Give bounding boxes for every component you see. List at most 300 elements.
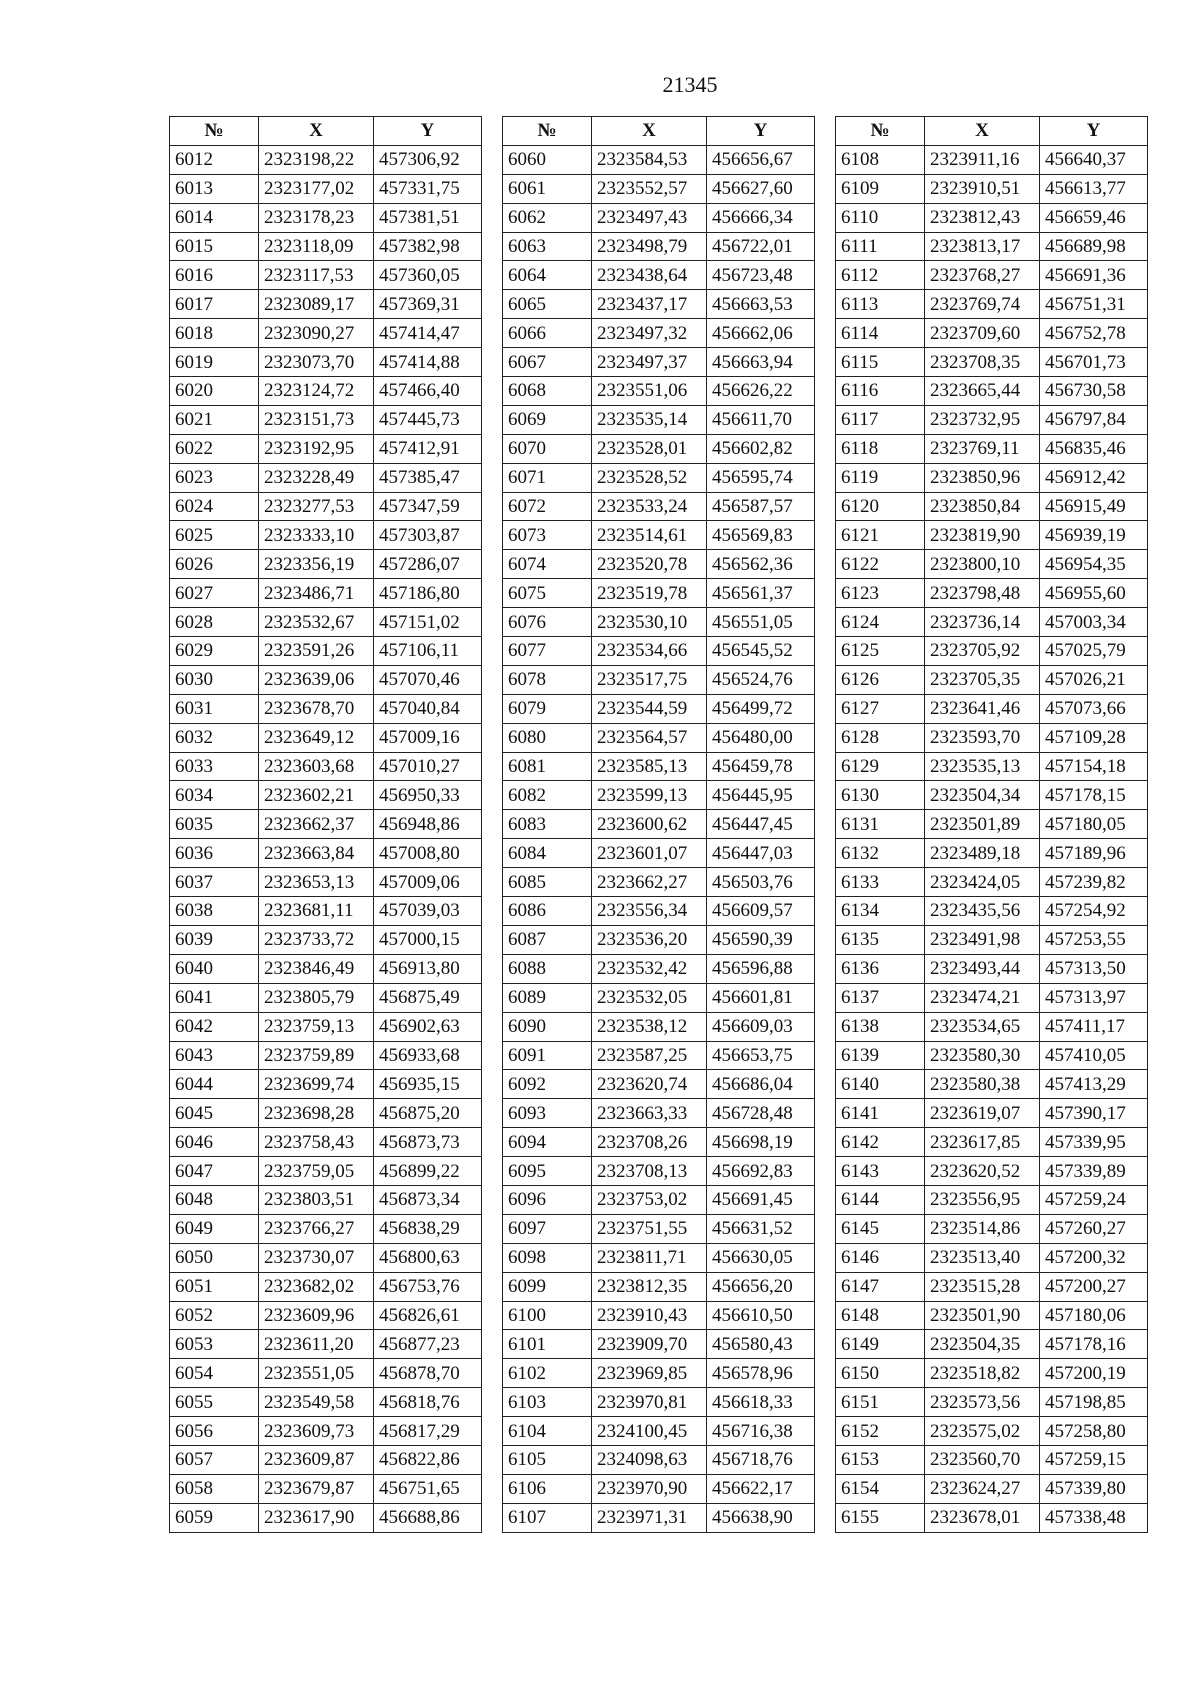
table-row (836, 348, 1148, 377)
y-coordinate-cell: 457009,16 (374, 723, 482, 752)
x-coordinate-cell: 2323513,40 (925, 1243, 1040, 1272)
y-coordinate-cell: 456902,63 (374, 1012, 482, 1041)
point-number-cell: 6061 (503, 174, 592, 203)
y-coordinate-cell: 456873,73 (374, 1128, 482, 1157)
y-coordinate-cell: 456877,23 (374, 1330, 482, 1359)
table-row (170, 983, 482, 1012)
x-coordinate-cell: 2323803,51 (259, 1185, 374, 1214)
y-coordinate-cell: 457410,05 (1040, 1041, 1148, 1070)
y-coordinate-cell: 457414,88 (374, 348, 482, 377)
y-coordinate-cell: 456569,83 (707, 521, 815, 550)
table-row (170, 1445, 482, 1474)
table-row (503, 521, 815, 550)
table-row (503, 897, 815, 926)
x-coordinate-cell: 2323177,02 (259, 174, 374, 203)
table-row (503, 1185, 815, 1214)
x-coordinate-cell: 2323602,21 (259, 781, 374, 810)
x-coordinate-cell: 2323969,85 (592, 1359, 707, 1388)
x-coordinate-cell: 2323665,44 (925, 377, 1040, 406)
page-number: 21345 (662, 72, 718, 97)
point-number-cell: 6095 (503, 1157, 592, 1186)
point-number-cell: 6102 (503, 1359, 592, 1388)
point-number-cell: 6036 (170, 839, 259, 868)
point-number-cell: 6123 (836, 579, 925, 608)
table-row (503, 145, 815, 174)
table-row (836, 954, 1148, 983)
table-row (170, 232, 482, 261)
point-number-cell: 6111 (836, 232, 925, 261)
x-coordinate-cell: 2323497,43 (592, 203, 707, 232)
y-coordinate-cell: 456590,39 (707, 925, 815, 954)
y-coordinate-cell: 456752,78 (1040, 319, 1148, 348)
table-row (170, 579, 482, 608)
table-row (836, 897, 1148, 926)
table-row (503, 694, 815, 723)
x-coordinate-cell: 2323438,64 (592, 261, 707, 290)
y-coordinate-cell: 456701,73 (1040, 348, 1148, 377)
point-number-cell: 6155 (836, 1503, 925, 1532)
table-row (836, 1359, 1148, 1388)
point-number-cell: 6114 (836, 319, 925, 348)
point-number-cell: 6066 (503, 319, 592, 348)
y-coordinate-cell: 457200,27 (1040, 1272, 1148, 1301)
table-row (170, 1041, 482, 1070)
y-coordinate-cell: 456596,88 (707, 954, 815, 983)
table-header-row (170, 117, 482, 146)
table-row (836, 377, 1148, 406)
table-row (503, 781, 815, 810)
x-coordinate-cell: 2323679,87 (259, 1474, 374, 1503)
y-coordinate-cell: 457411,17 (1040, 1012, 1148, 1041)
y-coordinate-cell: 457253,55 (1040, 925, 1148, 954)
x-coordinate-cell: 2323678,01 (925, 1503, 1040, 1532)
table-row (836, 550, 1148, 579)
table-row (503, 983, 815, 1012)
y-coordinate-cell: 456838,29 (374, 1214, 482, 1243)
column-header-y: Y (374, 117, 482, 146)
point-number-cell: 6091 (503, 1041, 592, 1070)
y-coordinate-cell: 457178,16 (1040, 1330, 1148, 1359)
point-number-cell: 6012 (170, 145, 259, 174)
point-number-cell: 6144 (836, 1185, 925, 1214)
point-number-cell: 6122 (836, 550, 925, 579)
table-row (503, 723, 815, 752)
point-number-cell: 6014 (170, 203, 259, 232)
point-number-cell: 6032 (170, 723, 259, 752)
coordinates-table-1 (169, 116, 482, 1533)
point-number-cell: 6068 (503, 377, 592, 406)
table-row (170, 1012, 482, 1041)
point-number-cell: 6035 (170, 810, 259, 839)
table-row (170, 1417, 482, 1446)
x-coordinate-cell: 2323600,62 (592, 810, 707, 839)
point-number-cell: 6103 (503, 1388, 592, 1417)
point-number-cell: 6107 (503, 1503, 592, 1532)
y-coordinate-cell: 456728,48 (707, 1099, 815, 1128)
point-number-cell: 6132 (836, 839, 925, 868)
y-coordinate-cell: 456718,76 (707, 1445, 815, 1474)
point-number-cell: 6153 (836, 1445, 925, 1474)
table-row (170, 723, 482, 752)
x-coordinate-cell: 2323601,07 (592, 839, 707, 868)
y-coordinate-cell: 456873,34 (374, 1185, 482, 1214)
point-number-cell: 6149 (836, 1330, 925, 1359)
y-coordinate-cell: 456587,57 (707, 492, 815, 521)
point-number-cell: 6040 (170, 954, 259, 983)
point-number-cell: 6089 (503, 983, 592, 1012)
x-coordinate-cell: 2323575,02 (925, 1417, 1040, 1446)
x-coordinate-cell: 2323617,90 (259, 1503, 374, 1532)
y-coordinate-cell: 456686,04 (707, 1070, 815, 1099)
table-header-row (836, 117, 1148, 146)
y-coordinate-cell: 456688,86 (374, 1503, 482, 1532)
x-coordinate-cell: 2323497,37 (592, 348, 707, 377)
x-coordinate-cell: 2323609,87 (259, 1445, 374, 1474)
point-number-cell: 6024 (170, 492, 259, 521)
point-number-cell: 6023 (170, 463, 259, 492)
column-header-number: № (836, 117, 925, 146)
x-coordinate-cell: 2323489,18 (925, 839, 1040, 868)
point-number-cell: 6152 (836, 1417, 925, 1446)
x-coordinate-cell: 2323599,13 (592, 781, 707, 810)
x-coordinate-cell: 2323535,14 (592, 405, 707, 434)
point-number-cell: 6139 (836, 1041, 925, 1070)
point-number-cell: 6044 (170, 1070, 259, 1099)
x-coordinate-cell: 2323911,16 (925, 145, 1040, 174)
table-row (170, 521, 482, 550)
y-coordinate-cell: 457303,87 (374, 521, 482, 550)
table-row (836, 521, 1148, 550)
table-row (836, 1503, 1148, 1532)
x-coordinate-cell: 2323536,20 (592, 925, 707, 954)
x-coordinate-cell: 2323708,35 (925, 348, 1040, 377)
table-row (170, 145, 482, 174)
y-coordinate-cell: 456822,86 (374, 1445, 482, 1474)
point-number-cell: 6070 (503, 434, 592, 463)
y-coordinate-cell: 456948,86 (374, 810, 482, 839)
table-row (503, 203, 815, 232)
x-coordinate-cell: 2323813,17 (925, 232, 1040, 261)
y-coordinate-cell: 456631,52 (707, 1214, 815, 1243)
table-row (170, 1330, 482, 1359)
table-row (836, 463, 1148, 492)
x-coordinate-cell: 2323798,48 (925, 579, 1040, 608)
y-coordinate-cell: 457313,97 (1040, 983, 1148, 1012)
x-coordinate-cell: 2323819,90 (925, 521, 1040, 550)
table-row (503, 1128, 815, 1157)
x-coordinate-cell: 2323732,95 (925, 405, 1040, 434)
column-header-y: Y (707, 117, 815, 146)
x-coordinate-cell: 2323812,43 (925, 203, 1040, 232)
y-coordinate-cell: 457260,27 (1040, 1214, 1148, 1243)
y-coordinate-cell: 456630,05 (707, 1243, 815, 1272)
y-coordinate-cell: 456751,31 (1040, 290, 1148, 319)
table-row (503, 492, 815, 521)
y-coordinate-cell: 457339,80 (1040, 1474, 1148, 1503)
point-number-cell: 6018 (170, 319, 259, 348)
table-row (836, 1445, 1148, 1474)
table-row (503, 954, 815, 983)
y-coordinate-cell: 457369,31 (374, 290, 482, 319)
x-coordinate-cell: 2323501,89 (925, 810, 1040, 839)
table-row (503, 839, 815, 868)
x-coordinate-cell: 2323653,13 (259, 868, 374, 897)
y-coordinate-cell: 456656,20 (707, 1272, 815, 1301)
point-number-cell: 6142 (836, 1128, 925, 1157)
y-coordinate-cell: 457026,21 (1040, 665, 1148, 694)
table-row (170, 1185, 482, 1214)
table-row (170, 434, 482, 463)
point-number-cell: 6150 (836, 1359, 925, 1388)
table-row (503, 810, 815, 839)
point-number-cell: 6128 (836, 723, 925, 752)
x-coordinate-cell: 2323498,79 (592, 232, 707, 261)
y-coordinate-cell: 456933,68 (374, 1041, 482, 1070)
y-coordinate-cell: 457445,73 (374, 405, 482, 434)
x-coordinate-cell: 2323639,06 (259, 665, 374, 694)
x-coordinate-cell: 2323356,19 (259, 550, 374, 579)
table-row (170, 203, 482, 232)
point-number-cell: 6048 (170, 1185, 259, 1214)
point-number-cell: 6062 (503, 203, 592, 232)
x-coordinate-cell: 2323733,72 (259, 925, 374, 954)
point-number-cell: 6087 (503, 925, 592, 954)
table-row (170, 492, 482, 521)
x-coordinate-cell: 2323564,57 (592, 723, 707, 752)
table-row (836, 1070, 1148, 1099)
point-number-cell: 6090 (503, 1012, 592, 1041)
x-coordinate-cell: 2323515,28 (925, 1272, 1040, 1301)
point-number-cell: 6016 (170, 261, 259, 290)
y-coordinate-cell: 457259,24 (1040, 1185, 1148, 1214)
point-number-cell: 6094 (503, 1128, 592, 1157)
y-coordinate-cell: 457347,59 (374, 492, 482, 521)
table-row (170, 174, 482, 203)
point-number-cell: 6017 (170, 290, 259, 319)
x-coordinate-cell: 2323705,35 (925, 665, 1040, 694)
point-number-cell: 6137 (836, 983, 925, 1012)
x-coordinate-cell: 2323532,05 (592, 983, 707, 1012)
column-header-number: № (170, 117, 259, 146)
table-row (503, 261, 815, 290)
y-coordinate-cell: 456638,90 (707, 1503, 815, 1532)
x-coordinate-cell: 2323970,90 (592, 1474, 707, 1503)
x-coordinate-cell: 2323124,72 (259, 377, 374, 406)
x-coordinate-cell: 2323620,52 (925, 1157, 1040, 1186)
y-coordinate-cell: 456626,22 (707, 377, 815, 406)
table-row (503, 579, 815, 608)
table-row (170, 290, 482, 319)
x-coordinate-cell: 2323551,06 (592, 377, 707, 406)
table-row (503, 550, 815, 579)
table-row (836, 1243, 1148, 1272)
point-number-cell: 6055 (170, 1388, 259, 1417)
column-header-x: X (259, 117, 374, 146)
y-coordinate-cell: 456935,15 (374, 1070, 482, 1099)
point-number-cell: 6072 (503, 492, 592, 521)
y-coordinate-cell: 456689,98 (1040, 232, 1148, 261)
x-coordinate-cell: 2323970,81 (592, 1388, 707, 1417)
x-coordinate-cell: 2323910,43 (592, 1301, 707, 1330)
y-coordinate-cell: 457106,11 (374, 637, 482, 666)
point-number-cell: 6076 (503, 608, 592, 637)
table-row (170, 608, 482, 637)
y-coordinate-cell: 456561,37 (707, 579, 815, 608)
point-number-cell: 6134 (836, 897, 925, 926)
x-coordinate-cell: 2323504,35 (925, 1330, 1040, 1359)
point-number-cell: 6050 (170, 1243, 259, 1272)
x-coordinate-cell: 2323089,17 (259, 290, 374, 319)
point-number-cell: 6108 (836, 145, 925, 174)
x-coordinate-cell: 2323617,85 (925, 1128, 1040, 1157)
point-number-cell: 6118 (836, 434, 925, 463)
table-row (836, 1041, 1148, 1070)
x-coordinate-cell: 2323530,10 (592, 608, 707, 637)
y-coordinate-cell: 457466,40 (374, 377, 482, 406)
point-number-cell: 6125 (836, 637, 925, 666)
y-coordinate-cell: 456640,37 (1040, 145, 1148, 174)
y-coordinate-cell: 456580,43 (707, 1330, 815, 1359)
x-coordinate-cell: 2323736,14 (925, 608, 1040, 637)
point-number-cell: 6154 (836, 1474, 925, 1503)
point-number-cell: 6046 (170, 1128, 259, 1157)
table-row (170, 897, 482, 926)
x-coordinate-cell: 2323730,07 (259, 1243, 374, 1272)
table-row (836, 232, 1148, 261)
point-number-cell: 6071 (503, 463, 592, 492)
table-row (170, 868, 482, 897)
point-number-cell: 6093 (503, 1099, 592, 1128)
x-coordinate-cell: 2323682,02 (259, 1272, 374, 1301)
column-header-y: Y (1040, 117, 1148, 146)
y-coordinate-cell: 457178,15 (1040, 781, 1148, 810)
table-row (170, 694, 482, 723)
y-coordinate-cell: 456610,50 (707, 1301, 815, 1330)
y-coordinate-cell: 457385,47 (374, 463, 482, 492)
y-coordinate-cell: 457254,92 (1040, 897, 1148, 926)
y-coordinate-cell: 457200,32 (1040, 1243, 1148, 1272)
y-coordinate-cell: 456666,34 (707, 203, 815, 232)
x-coordinate-cell: 2323532,42 (592, 954, 707, 983)
table-row (836, 1012, 1148, 1041)
point-number-cell: 6088 (503, 954, 592, 983)
table-row (170, 1128, 482, 1157)
point-number-cell: 6028 (170, 608, 259, 637)
x-coordinate-cell: 2323437,17 (592, 290, 707, 319)
point-number-cell: 6045 (170, 1099, 259, 1128)
x-coordinate-cell: 2323073,70 (259, 348, 374, 377)
table-row (836, 1417, 1148, 1446)
point-number-cell: 6084 (503, 839, 592, 868)
y-coordinate-cell: 457009,06 (374, 868, 482, 897)
x-coordinate-cell: 2323493,44 (925, 954, 1040, 983)
x-coordinate-cell: 2323850,84 (925, 492, 1040, 521)
table-row (836, 637, 1148, 666)
table-row (503, 1243, 815, 1272)
coordinates-table-2 (502, 116, 815, 1533)
y-coordinate-cell: 456545,52 (707, 637, 815, 666)
x-coordinate-cell: 2323192,95 (259, 434, 374, 463)
table-row (503, 1157, 815, 1186)
point-number-cell: 6074 (503, 550, 592, 579)
table-row (836, 145, 1148, 174)
table-row (836, 203, 1148, 232)
point-number-cell: 6120 (836, 492, 925, 521)
table-row (836, 983, 1148, 1012)
point-number-cell: 6130 (836, 781, 925, 810)
y-coordinate-cell: 456609,57 (707, 897, 815, 926)
point-number-cell: 6119 (836, 463, 925, 492)
y-coordinate-cell: 456578,96 (707, 1359, 815, 1388)
x-coordinate-cell: 2323533,24 (592, 492, 707, 521)
point-number-cell: 6067 (503, 348, 592, 377)
table-row (503, 1330, 815, 1359)
point-number-cell: 6031 (170, 694, 259, 723)
table-row (170, 463, 482, 492)
x-coordinate-cell: 2323678,70 (259, 694, 374, 723)
y-coordinate-cell: 457239,82 (1040, 868, 1148, 897)
point-number-cell: 6100 (503, 1301, 592, 1330)
point-number-cell: 6143 (836, 1157, 925, 1186)
x-coordinate-cell: 2323514,86 (925, 1214, 1040, 1243)
column-header-x: X (925, 117, 1040, 146)
x-coordinate-cell: 2323846,49 (259, 954, 374, 983)
y-coordinate-cell: 456562,36 (707, 550, 815, 579)
y-coordinate-cell: 457382,98 (374, 232, 482, 261)
table-row (170, 839, 482, 868)
x-coordinate-cell: 2323769,74 (925, 290, 1040, 319)
table-row (170, 1359, 482, 1388)
y-coordinate-cell: 457339,95 (1040, 1128, 1148, 1157)
table-row (836, 405, 1148, 434)
y-coordinate-cell: 457000,15 (374, 925, 482, 954)
x-coordinate-cell: 2323910,51 (925, 174, 1040, 203)
y-coordinate-cell: 457339,89 (1040, 1157, 1148, 1186)
table-row (836, 665, 1148, 694)
x-coordinate-cell: 2323117,53 (259, 261, 374, 290)
point-number-cell: 6049 (170, 1214, 259, 1243)
y-coordinate-cell: 456751,65 (374, 1474, 482, 1503)
x-coordinate-cell: 2323751,55 (592, 1214, 707, 1243)
y-coordinate-cell: 457259,15 (1040, 1445, 1148, 1474)
x-coordinate-cell: 2323708,13 (592, 1157, 707, 1186)
table-row (836, 290, 1148, 319)
table-row (503, 348, 815, 377)
table-row (836, 1301, 1148, 1330)
point-number-cell: 6097 (503, 1214, 592, 1243)
point-number-cell: 6052 (170, 1301, 259, 1330)
y-coordinate-cell: 457331,75 (374, 174, 482, 203)
table-row (503, 232, 815, 261)
x-coordinate-cell: 2323497,32 (592, 319, 707, 348)
point-number-cell: 6042 (170, 1012, 259, 1041)
table-row (836, 810, 1148, 839)
point-number-cell: 6077 (503, 637, 592, 666)
table-row (503, 868, 815, 897)
y-coordinate-cell: 456656,67 (707, 145, 815, 174)
table-row (170, 781, 482, 810)
table-row (170, 405, 482, 434)
y-coordinate-cell: 456835,46 (1040, 434, 1148, 463)
point-number-cell: 6029 (170, 637, 259, 666)
y-coordinate-cell: 457198,85 (1040, 1388, 1148, 1417)
point-number-cell: 6147 (836, 1272, 925, 1301)
y-coordinate-cell: 457180,06 (1040, 1301, 1148, 1330)
table-row (836, 1272, 1148, 1301)
x-coordinate-cell: 2323435,56 (925, 897, 1040, 926)
x-coordinate-cell: 2323708,26 (592, 1128, 707, 1157)
table-row (503, 434, 815, 463)
